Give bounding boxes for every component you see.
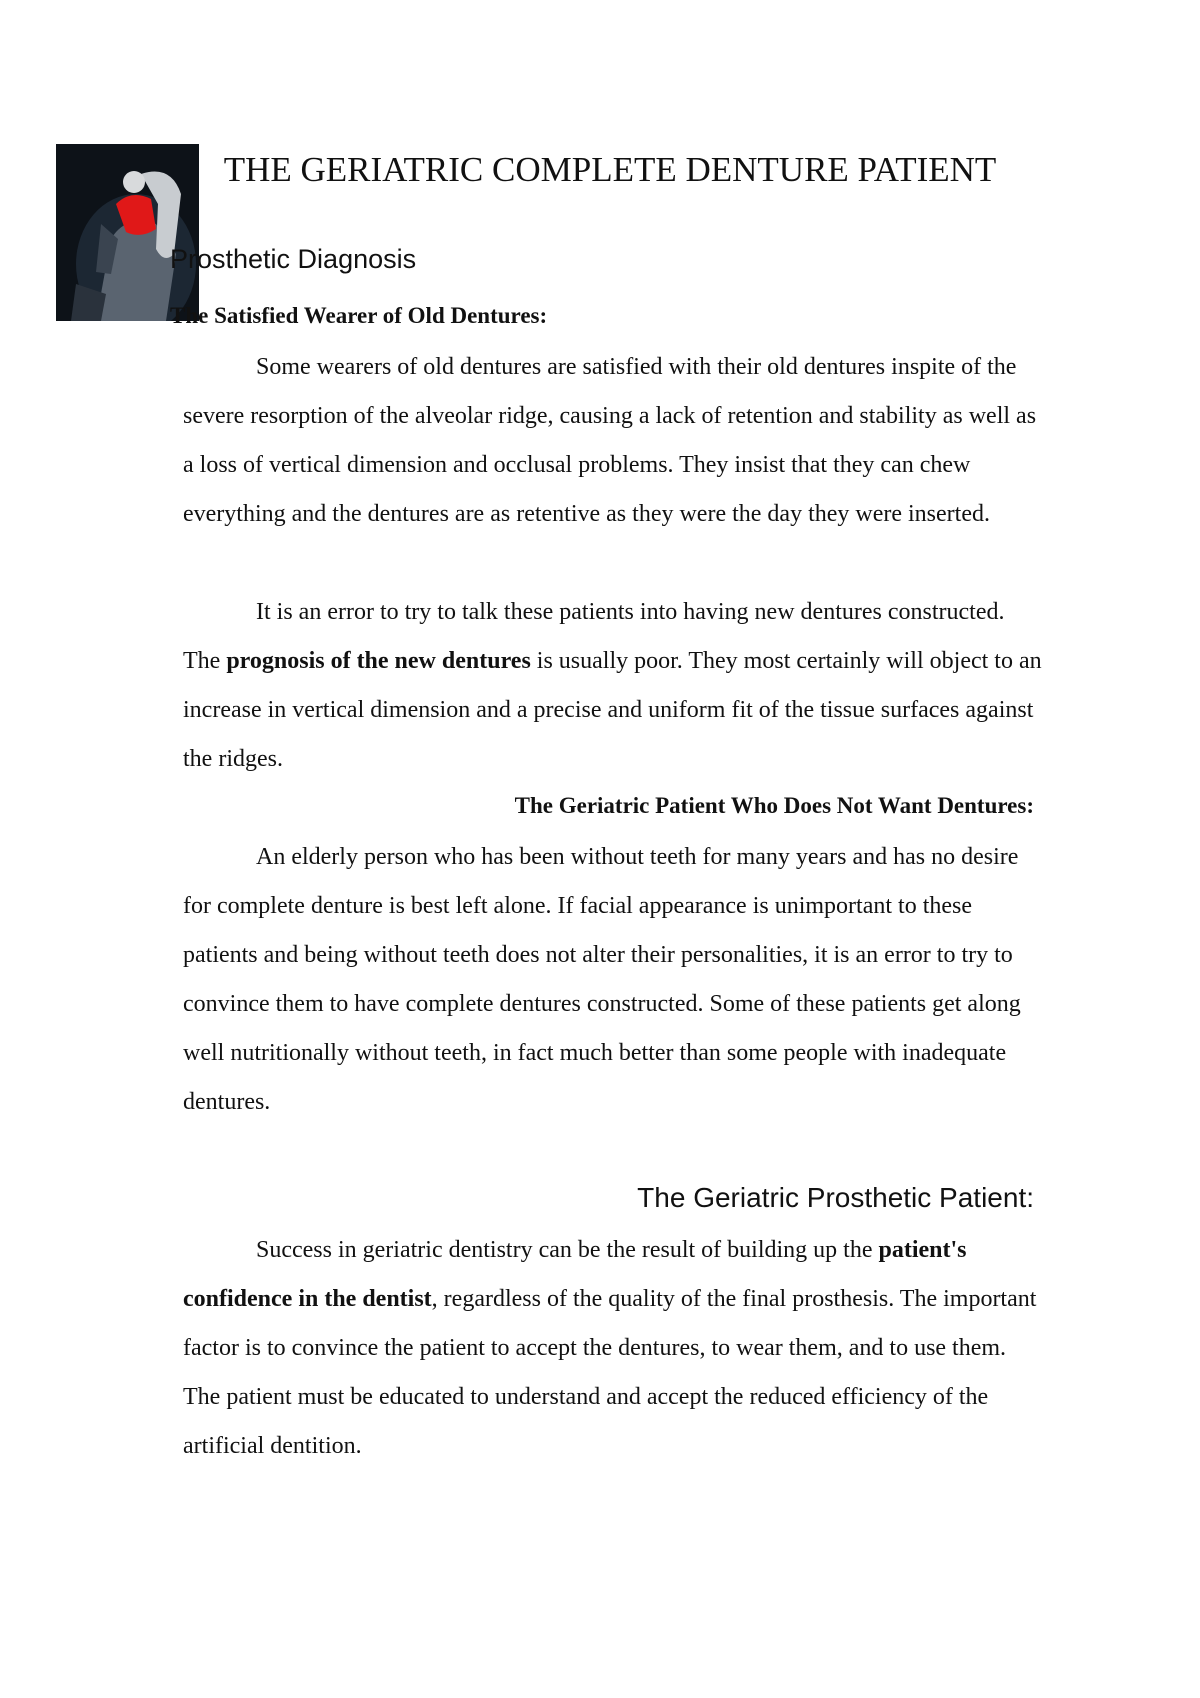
document-title: THE GERIATRIC COMPLETE DENTURE PATIENT	[223, 150, 997, 189]
subheading-does-not-want-dentures: The Geriatric Patient Who Does Not Want Dentures:	[514, 793, 1034, 818]
bold-prognosis: prognosis of the new dentures	[226, 648, 531, 674]
section-heading-prosthetic-diagnosis: Prosthetic Diagnosis	[170, 244, 417, 274]
paragraph-error-new-dentures	[183, 588, 1043, 784]
subheading-satisfied-wearer: The Satisfied Wearer of Old Dentures:	[170, 303, 548, 328]
paragraph-satisfied-wearer: Some wearers of old dentures are satisfied with their old dentures inspite of the severe resorption of the alveolar ridge, causing a lack of retention and stability as well as a loss of vertical dimension and occlusal problems. They insist that they can chew everything and the dentures are as retentive as they were the day they were inserted.	[183, 354, 1037, 527]
paragraph-text: is usually poor. They most certainly will object to an increase in vertical dimension and a precise and uniform fit of the tissue surfaces against the ridges.	[183, 648, 1042, 772]
paragraph-text: , regardless of the quality of the final prosthesis. The important factor is to convince the patient to accept the dentures, to wear them, and to use them. The patient must be educated to understand and accept the reduced efficiency of the artificial dentition.	[183, 1286, 1037, 1459]
paragraph-elderly-person: An elderly person who has been without teeth for many years and has no desire for complete denture is best left alone. If facial appearance is unimportant to these patients and being without teeth does not alter their personalities, it is an error to try to convince them to have complete dentures constructed. Some of these patients get along well nutritionally without teeth, in fact much better than some people with inadequate dentures.	[183, 844, 1021, 1115]
paragraph-text: It is an error to try to talk these patients into having new dentures constructed. The	[183, 599, 1005, 674]
paragraph-success-geriatric	[183, 1226, 1043, 1471]
heading-geriatric-prosthetic-patient: The Geriatric Prosthetic Patient:	[637, 1182, 1034, 1213]
bold-confidence: patient's confidence in the dentist	[183, 1237, 967, 1312]
illustration-graphic	[56, 144, 199, 321]
illustration-image	[56, 144, 199, 321]
paragraph-text: Success in geriatric dentistry can be the result of building up the	[256, 1237, 879, 1263]
